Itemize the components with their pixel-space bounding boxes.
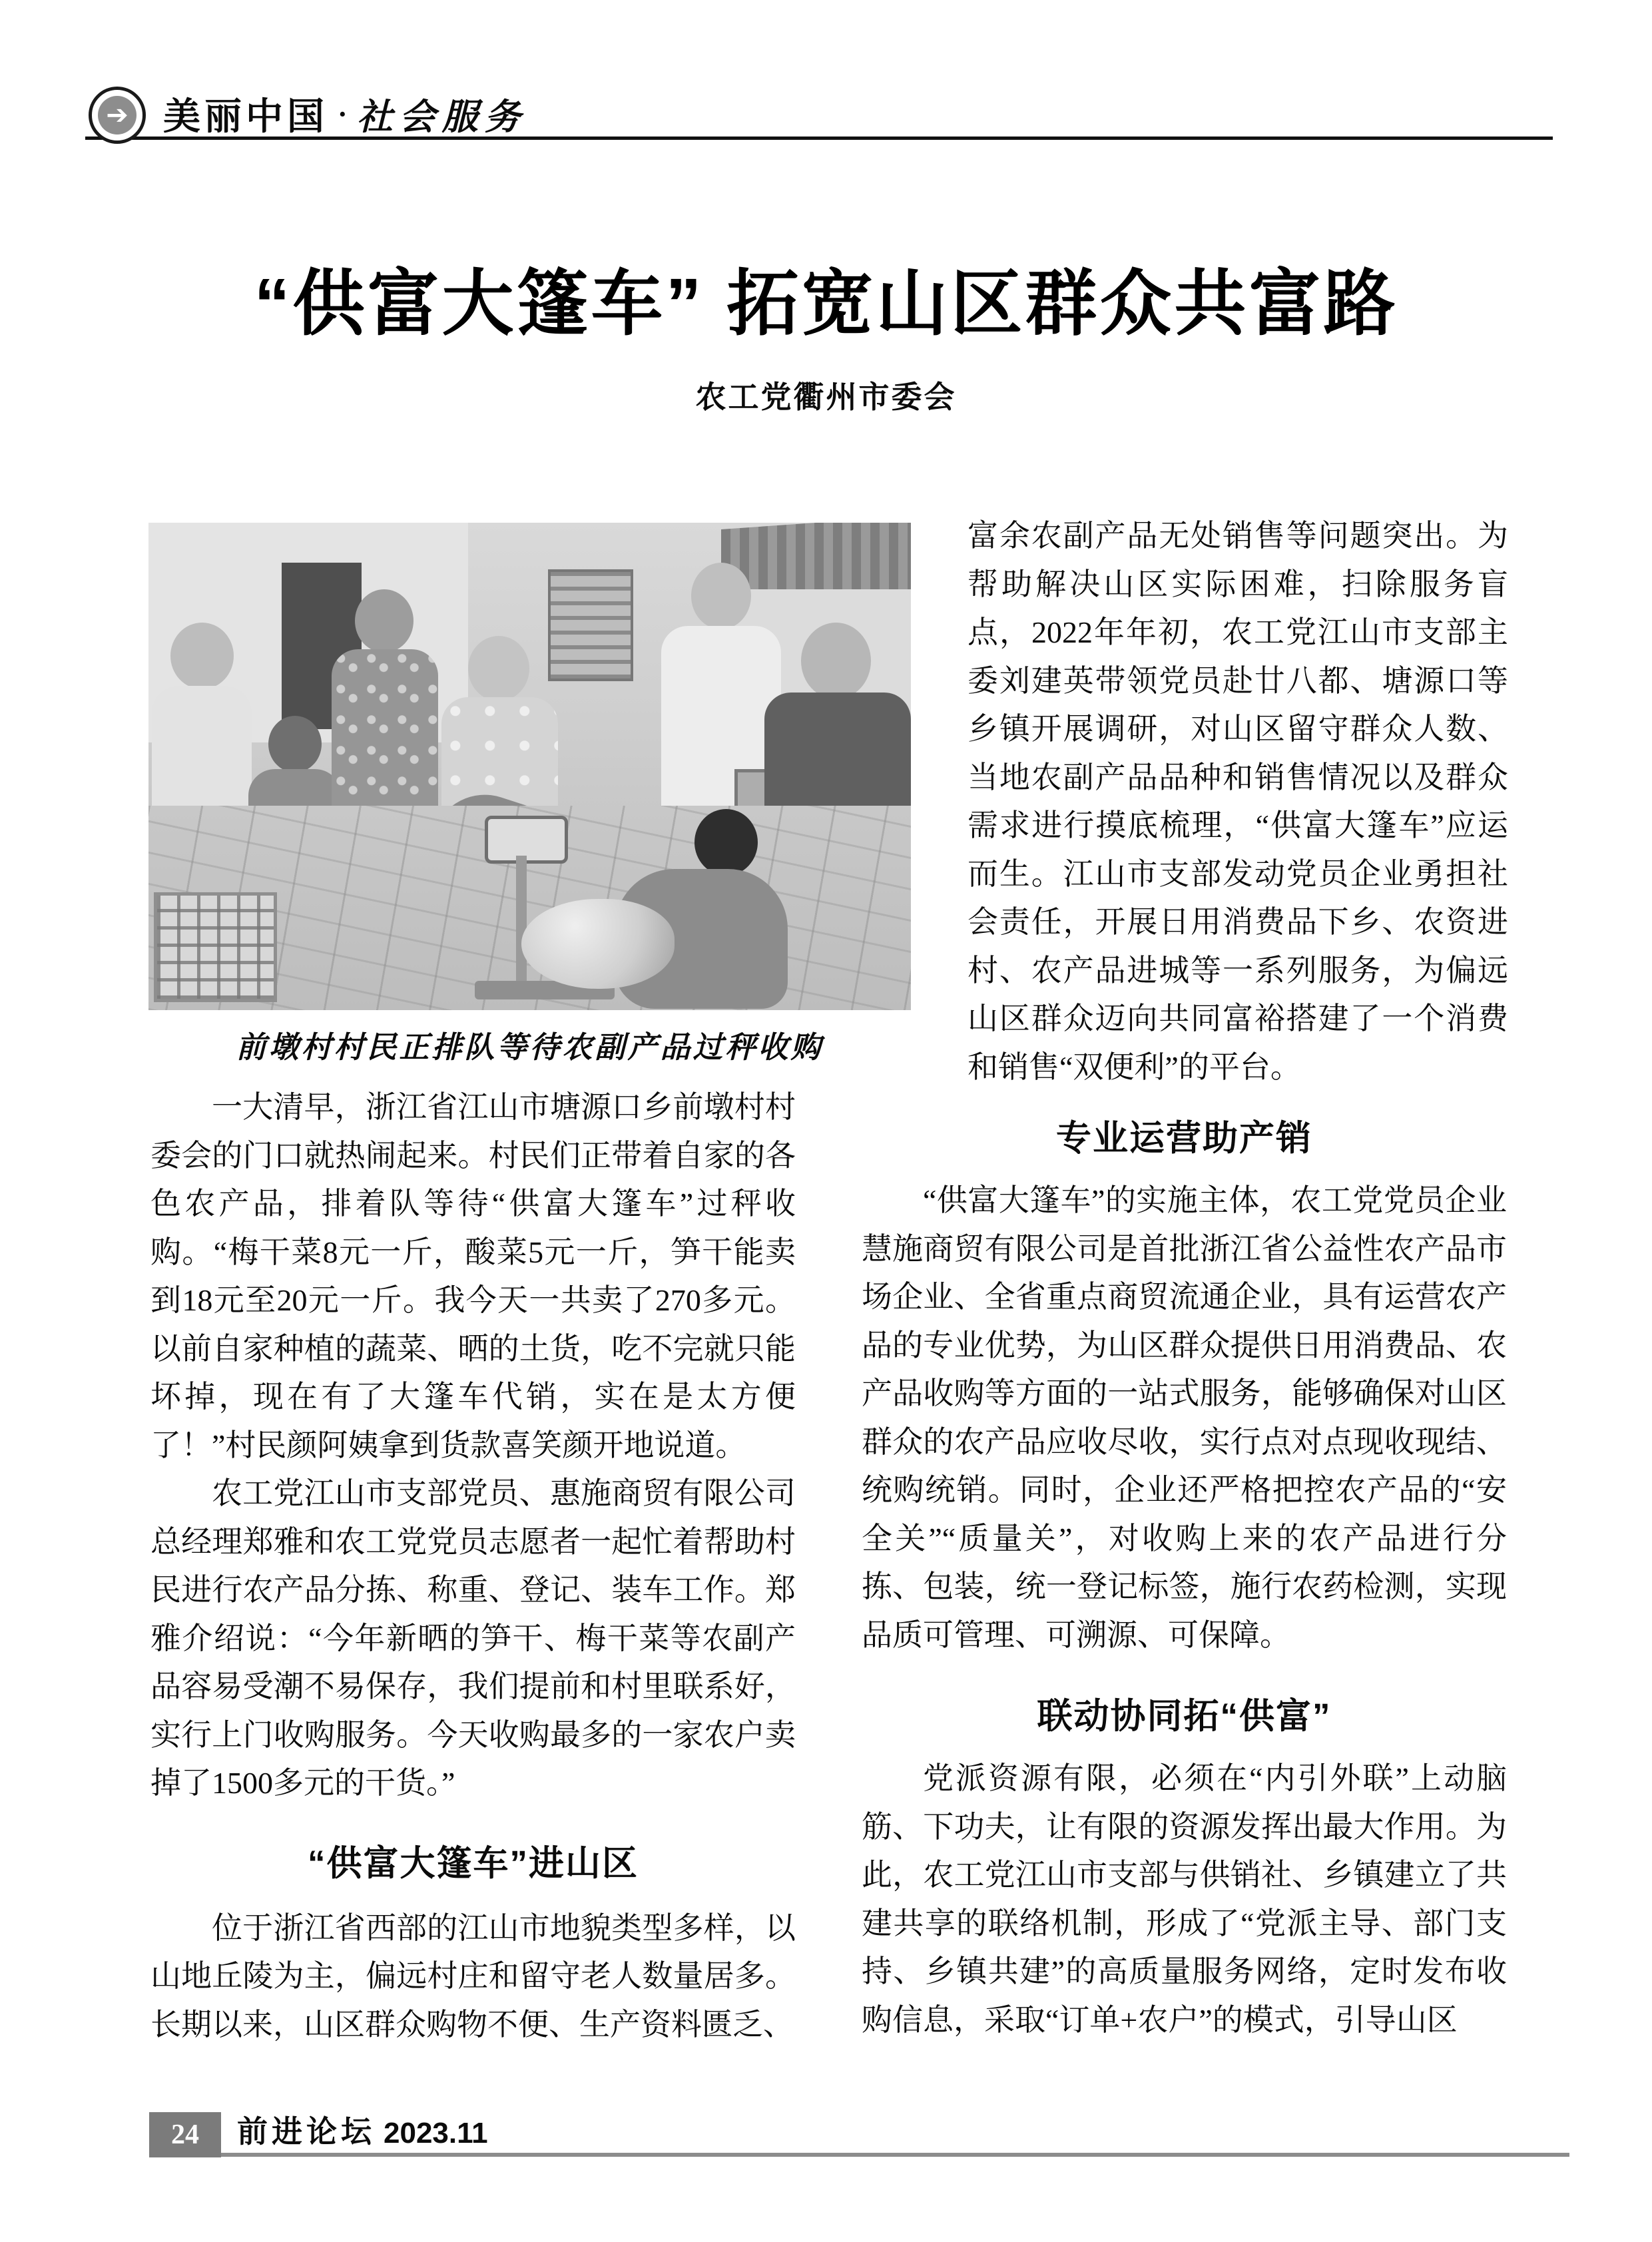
- page-number-badge: [149, 2112, 221, 2157]
- journal-logo: [89, 87, 146, 144]
- scale-pole: [516, 856, 527, 989]
- journal-name: 前进论坛: [237, 2115, 376, 2149]
- footer-rule: [149, 2153, 1569, 2157]
- right-column-bottom: [862, 1755, 1507, 2044]
- article-title: “供富大篷车” 拓宽山区群众共富路: [254, 263, 1398, 344]
- right-column: [862, 1177, 1507, 1659]
- right-column-wrap-text: [967, 512, 1508, 1091]
- issue-number: 2023.11: [384, 2117, 488, 2149]
- section-separator: ·: [338, 97, 348, 131]
- vegetable-crate: [154, 892, 277, 1002]
- paragraph: “供富大篷车”的实施主体，农工党党员企业慧施商贸有限公司是首批浙江省公益性农产品市场企业、全省重点商贸流通企业，具有运营农产品的专业优势，为山区群众提供日用消费品、农产品收购等方面的一站式服务，能够确保对山区群众的农产品应收尽收，实行点对点现收现结、统购统销。同时，企业还严格把控农产品的“安全关”“质量关”，对收购上来的农产品进行分拣、包装，统一登记标签，施行农药检测，实现品质可管理、可溯源、可保障。: [862, 1183, 1507, 1652]
- produce-bag: [521, 899, 675, 989]
- section-heading: 专业运营助产销: [1056, 1119, 1312, 1158]
- window: [548, 569, 633, 681]
- article-author: 农工党衢州市委会: [695, 380, 957, 414]
- paragraph: 富余农副产品无处销售等问题突出。为帮助解决山区实际困难，扫除服务盲点，2022年年初，农工党江山市支部主委刘建英带领党员赴廿八都、塘源口等乡镇开展调研，对山区留守群众人数、当地农副产品品种和销售情况以及群众需求进行摸底梳理，“供富大篷车”应运而生。江山市支部发动党员企业勇担社会责任，开展日用消费品下乡、农资进村、农产品进城等一系列服务，为偏远山区群众迈向共同富裕搭建了一个消费和销售“双便利”的平台。: [967, 519, 1508, 1084]
- page-number: 24: [171, 2119, 199, 2150]
- photo-caption: 前墩村村民正排队等待农副产品过秤收购: [236, 1031, 824, 1064]
- section-header: [163, 93, 527, 138]
- paragraph: 位于浙江省西部的江山市地貌类型多样，以山地丘陵为主，偏远村庄和留守老人数量居多。长期以来，山区群众购物不便、生产资料匮乏、: [150, 1910, 796, 2042]
- arrow-circle-icon: ➔: [98, 96, 137, 135]
- section-title: 美丽中国: [163, 97, 328, 138]
- section-heading: 联动协同拓“供富”: [1037, 1697, 1332, 1736]
- paragraph: 一大清早，浙江省江山市塘源口乡前墩村村委会的门口就热闹起来。村民们正带着自家的各色农产品，排着队等待“供富大篷车”过秤收购。“梅干菜8元一斤，酸菜5元一斤，笋干能卖到18元至20元一斤。我今天一共卖了270多元。以前自家种植的蔬菜、晒的土货，吃不完就只能坏掉，现在有了大篷车代销，实在是太方便了！”村民颜阿姨拿到货款喜笑颜开地说道。: [150, 1090, 796, 1462]
- section-subtitle: 社会服务: [356, 97, 527, 137]
- section-heading: “供富大篷车”进山区: [308, 1843, 639, 1883]
- paragraph: 党派资源有限，必须在“内引外联”上动脑筋、下功夫，让有限的资源发挥出最大作用。为此，农工党江山市支部与供销社、乡镇建立了共建共享的联络机制，形成了“党派主导、部门支持、乡镇共建”的高质量服务网络，定时发布收购信息，采取“订单+农户”的模式，引导山区: [862, 1761, 1507, 2037]
- article-photo: [148, 523, 911, 1010]
- paragraph: 农工党江山市支部党员、惠施商贸有限公司总经理郑雅和农工党党员志愿者一起忙着帮助村民进行农产品分拣、称重、登记、装车工作。郑雅介绍说：“今年新晒的笋干、梅干菜等农副产品容易受潮不易保存，我们提前和村里联系好，实行上门收购服务。今天收购最多的一家农户卖掉了1500多元的干货。”: [150, 1476, 796, 1800]
- left-column: [150, 1083, 796, 2049]
